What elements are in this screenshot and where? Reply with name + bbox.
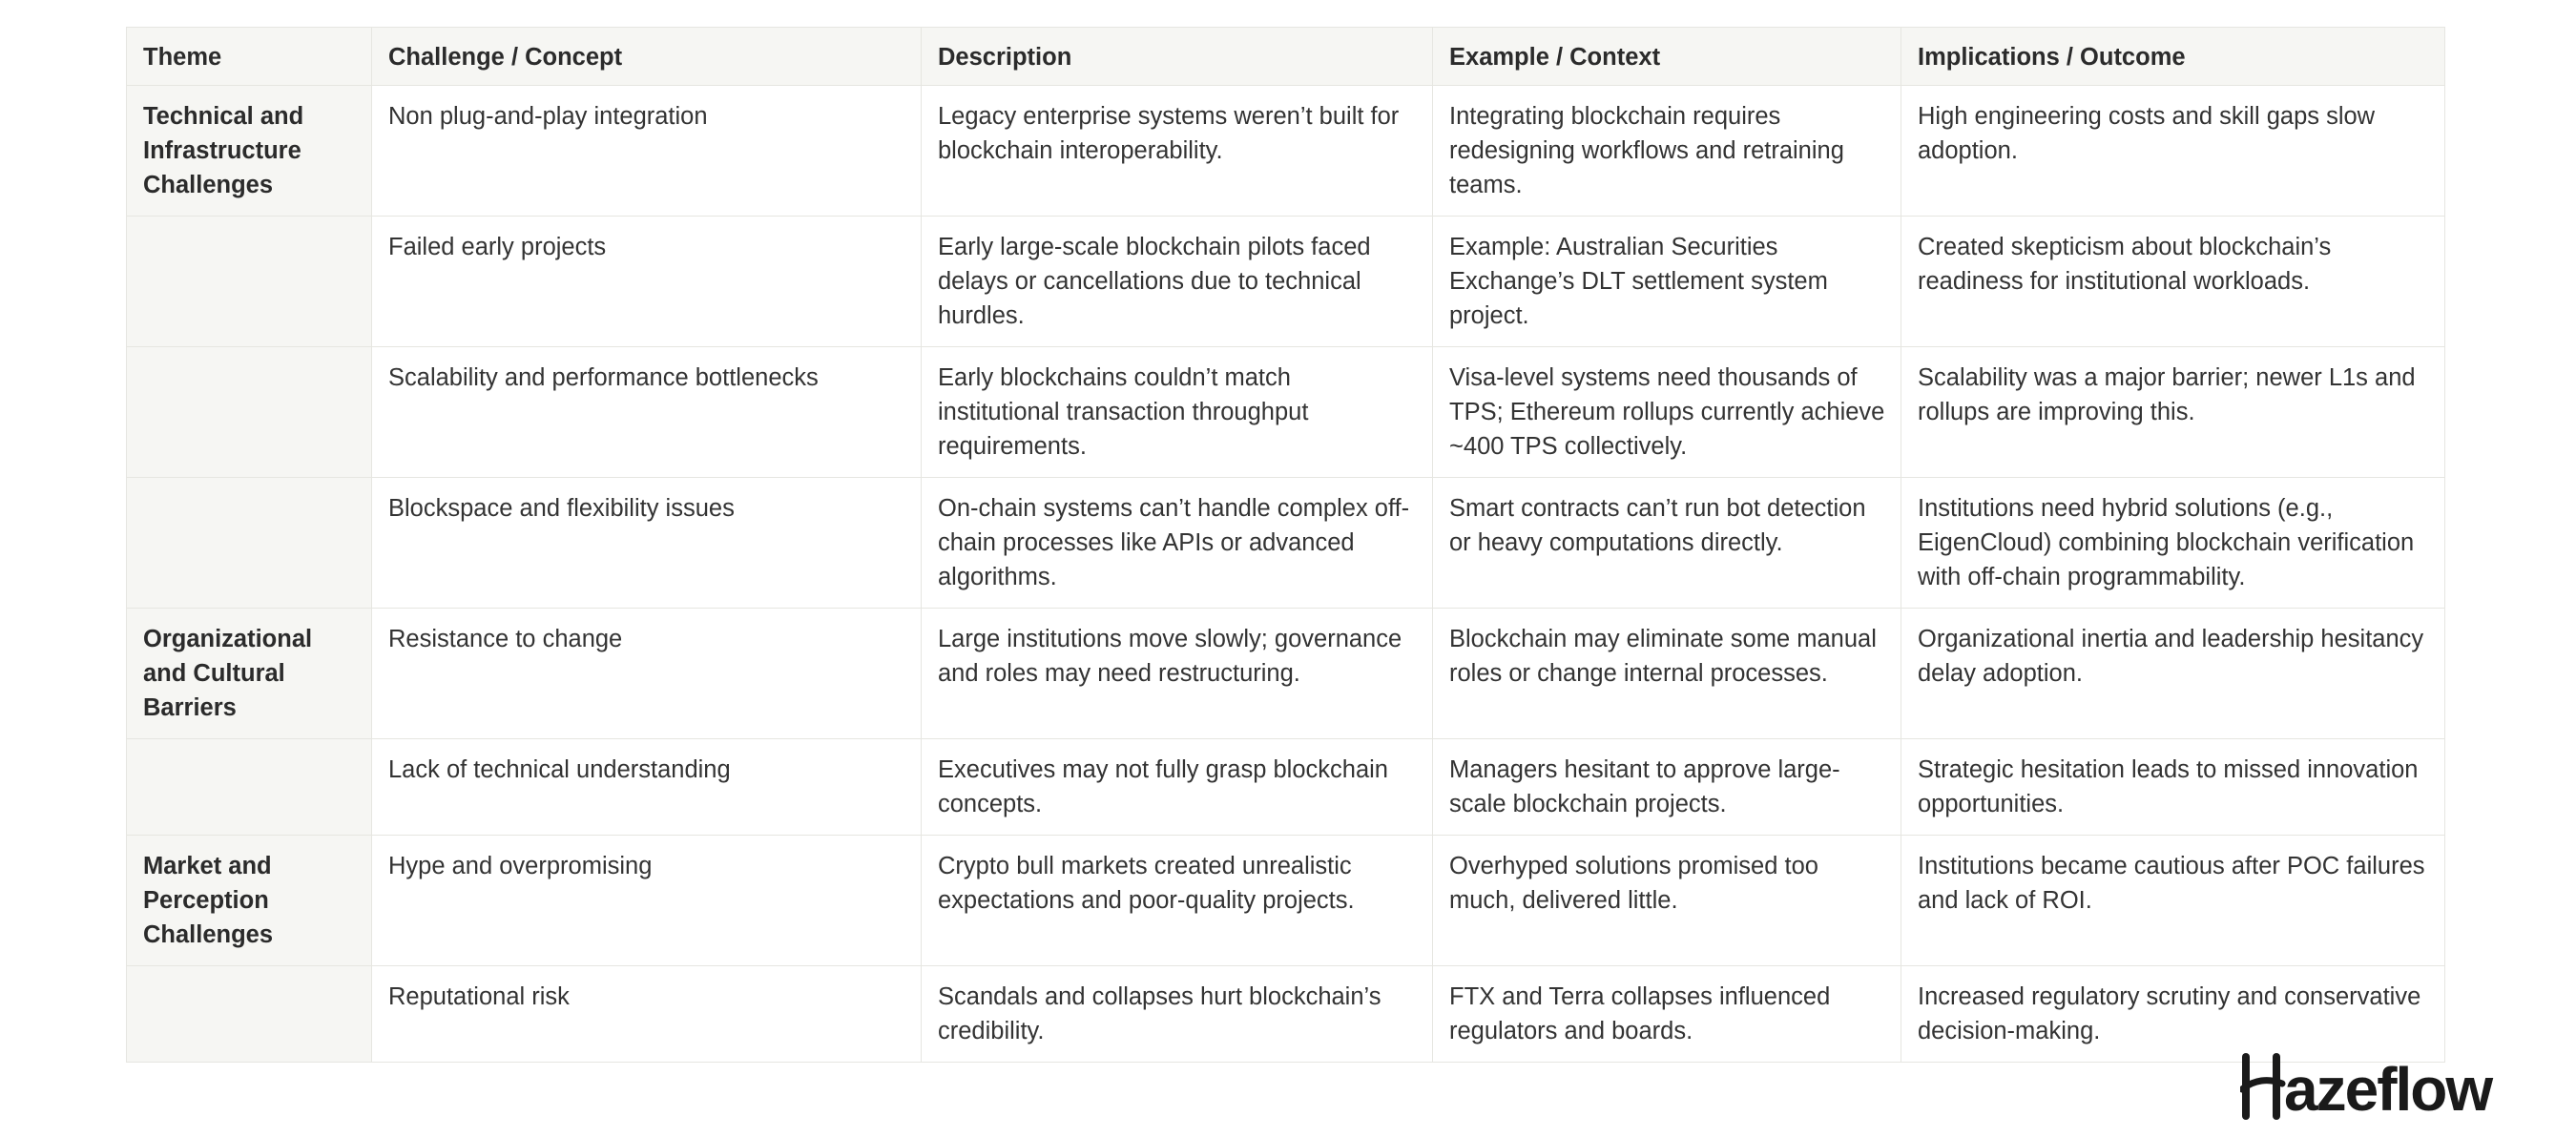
example-cell: FTX and Terra collapses influenced regulators and boards. xyxy=(1433,966,1901,1063)
description-cell: On-chain systems can’t handle complex off-chain processes like APIs or advanced algorithms. xyxy=(922,478,1433,609)
table-row xyxy=(127,966,2445,1063)
implications-cell: Organizational inertia and leadership hesitancy delay adoption. xyxy=(1901,609,2445,739)
implications-cell: Increased regulatory scrutiny and conservative decision-making. xyxy=(1901,966,2445,1063)
challenge-cell: Hype and overpromising xyxy=(372,836,922,966)
table-row xyxy=(127,478,2445,609)
table-row xyxy=(127,739,2445,836)
header-implications: Implications / Outcome xyxy=(1901,28,2445,86)
header-challenge: Challenge / Concept xyxy=(372,28,922,86)
description-cell: Early blockchains couldn’t match institutional transaction throughput requirements. xyxy=(922,347,1433,478)
table-row xyxy=(127,217,2445,347)
example-cell: Overhyped solutions promised too much, delivered little. xyxy=(1433,836,1901,966)
implications-cell: Institutions need hybrid solutions (e.g., EigenCloud) combining blockchain verification with off-chain programmability. xyxy=(1901,478,2445,609)
header-row xyxy=(127,28,2445,86)
hazeflow-logo xyxy=(2240,1049,2545,1126)
implications-cell: High engineering costs and skill gaps slow adoption. xyxy=(1901,86,2445,217)
description-cell: Early large-scale blockchain pilots faced delays or cancellations due to technical hurdles. xyxy=(922,217,1433,347)
example-cell: Blockchain may eliminate some manual roles or change internal processes. xyxy=(1433,609,1901,739)
table-row xyxy=(127,347,2445,478)
logo-wordmark: azeflow xyxy=(2284,1055,2492,1124)
example-cell: Visa-level systems need thousands of TPS; Ethereum rollups currently achieve ~400 TPS collectively. xyxy=(1433,347,1901,478)
challenge-cell: Lack of technical understanding xyxy=(372,739,922,836)
header-theme: Theme xyxy=(127,28,372,86)
challenge-cell: Non plug-and-play integration xyxy=(372,86,922,217)
challenge-cell: Scalability and performance bottlenecks xyxy=(372,347,922,478)
implications-cell: Strategic hesitation leads to missed innovation opportunities. xyxy=(1901,739,2445,836)
table-body xyxy=(127,86,2445,1063)
blockchain-challenges-table xyxy=(126,27,2445,1063)
challenge-cell: Reputational risk xyxy=(372,966,922,1063)
theme-cell: Market and Perception Challenges xyxy=(127,836,372,966)
description-cell: Legacy enterprise systems weren’t built for blockchain interoperability. xyxy=(922,86,1433,217)
example-cell: Integrating blockchain requires redesigning workflows and retraining teams. xyxy=(1433,86,1901,217)
header-description: Description xyxy=(922,28,1433,86)
comparison-table-container xyxy=(126,27,2444,1063)
example-cell: Example: Australian Securities Exchange’s DLT settlement system project. xyxy=(1433,217,1901,347)
implications-cell: Institutions became cautious after POC failures and lack of ROI. xyxy=(1901,836,2445,966)
table-header xyxy=(127,28,2445,86)
implications-cell: Scalability was a major barrier; newer L1s and rollups are improving this. xyxy=(1901,347,2445,478)
theme-cell xyxy=(127,217,372,347)
implications-cell: Created skepticism about blockchain’s readiness for institutional workloads. xyxy=(1901,217,2445,347)
challenge-cell: Resistance to change xyxy=(372,609,922,739)
description-cell: Crypto bull markets created unrealistic expectations and poor-quality projects. xyxy=(922,836,1433,966)
description-cell: Executives may not fully grasp blockchain concepts. xyxy=(922,739,1433,836)
theme-cell xyxy=(127,478,372,609)
description-cell: Scandals and collapses hurt blockchain’s credibility. xyxy=(922,966,1433,1063)
theme-cell xyxy=(127,347,372,478)
challenge-cell: Failed early projects xyxy=(372,217,922,347)
table-row xyxy=(127,86,2445,217)
description-cell: Large institutions move slowly; governance and roles may need restructuring. xyxy=(922,609,1433,739)
table-row xyxy=(127,836,2445,966)
hazeflow-logo-mark xyxy=(2240,1051,2545,1124)
theme-cell xyxy=(127,966,372,1063)
example-cell: Smart contracts can’t run bot detection or heavy computations directly. xyxy=(1433,478,1901,609)
challenge-cell: Blockspace and flexibility issues xyxy=(372,478,922,609)
table-row xyxy=(127,609,2445,739)
example-cell: Managers hesitant to approve large-scale blockchain projects. xyxy=(1433,739,1901,836)
theme-cell xyxy=(127,739,372,836)
header-example: Example / Context xyxy=(1433,28,1901,86)
theme-cell: Technical and Infrastructure Challenges xyxy=(127,86,372,217)
theme-cell: Organizational and Cultural Barriers xyxy=(127,609,372,739)
